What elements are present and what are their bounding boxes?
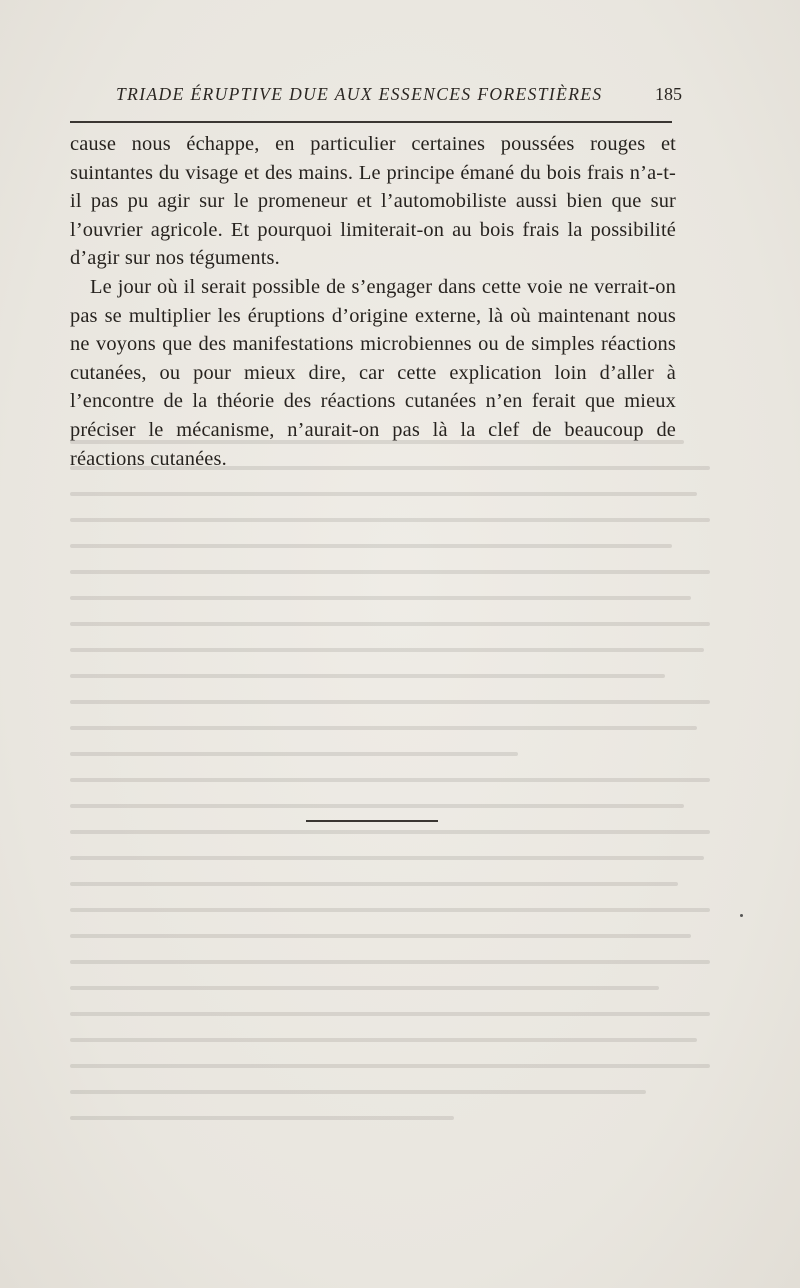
speck [740,914,743,917]
paragraph-continued: cause nous échappe, en particulier certaines poussées rouges et suintantes du visage et des mains. Le principe émané du bois frais n’a-t-il pas pu agir sur le promeneur et l’automobiliste aussi bien que sur l’ouvrier agricole. Et pourquoi limiterait-on au bois frais la possibilité d’agir sur nos téguments. [70,133,676,270]
running-head: TRIADE ÉRUPTIVE DUE AUX ESSENCES FORESTIÈRES [116,84,603,104]
body-text [70,130,676,473]
page-header [70,84,682,112]
section-separator-rule [306,820,438,822]
header-rule [70,121,672,123]
paragraph: Le jour où il serait possible de s’engager dans cette voie ne verrait-on pas se multiplier les éruptions d’origine externe, là où maintenant nous ne voyons que des manifestations microbiennes ou de simples réactions cutanées, ou pour mieux dire, car cette explication loin d’aller à l’encontre de la théorie des réactions cutanées n’en ferait que mieux préciser le mécanisme, n’aurait-on pas là la clef de beaucoup de réactions cutanées. [70,275,676,470]
page-number: 185 [655,84,682,104]
show-through-text [70,440,710,1220]
